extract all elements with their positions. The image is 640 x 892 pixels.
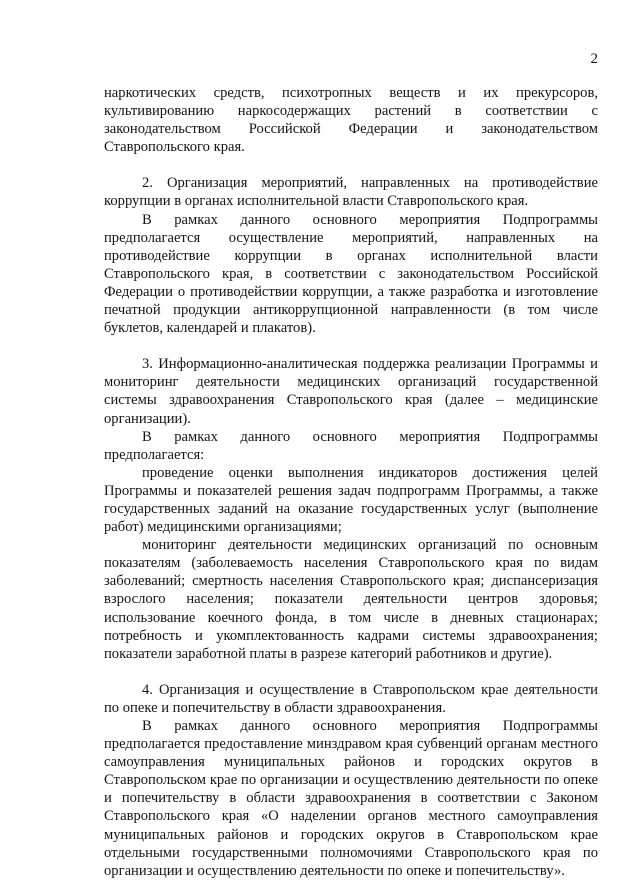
document-body <box>104 84 598 880</box>
paragraph-8: 4. Организация и осуществление в Ставропольском крае деятельности по опеке и попечительству в области здравоохранения. <box>104 681 598 716</box>
page-number: 2 <box>590 51 598 67</box>
paragraph-4: 3. Информационно-аналитическая поддержка реализации Программы и мониторинг деятельности медицинских организаций государственной системы здравоохранения Ставропольского края (далее – медицинские организации). <box>104 356 598 427</box>
paragraph-1: наркотических средств, психотропных веществ и их прекурсоров, культивированию наркосодержащих растений в соответствии с законодательством Российской Федерации и законодательством Ставропольского края. <box>104 85 598 156</box>
paragraph-2: 2. Организация мероприятий, направленных на противодействие коррупции в органах исполнительной власти Ставропольского края. <box>104 175 598 210</box>
paragraph-7: мониторинг деятельности медицинских организаций по основным показателям (заболеваемость населения Ставропольского края по видам заболеваний; смертность населения Ставропольского края; диспансеризация взрослого населения; показатели деятельности центров здоровья; использование коечного фонда, в том числе в дневных стационарах; потребность и укомплектованность кадрами системы здравоохранения; показатели заработной платы в разрезе категорий работников и другие). <box>104 537 598 662</box>
paragraph-3: В рамках данного основного мероприятия Подпрограммы предполагается осуществление мероприятий, направленных на противодействие коррупции в органах исполнительной власти Ставропольского края, в соответствии с законодательством Российской Федерации о противодействии коррупции, а также разработка и изготовление печатной продукции антикоррупционной направленности (в том числе буклетов, календарей и плакатов). <box>104 211 598 337</box>
paragraph-5: В рамках данного основного мероприятия Подпрограммы предполагается: <box>104 428 598 463</box>
paragraph-9: В рамках данного основного мероприятия Подпрограммы предполагается предоставление минздравом края субвенций органам местного самоуправления муниципальных районов и городских округов в Ставропольском крае по организации и осуществлению деятельности по опеке и попечительству в области здравоохранения в соответствии с Законом Ставропольского края «О наделении органов местного самоуправления муниципальных районов и городских округов в Ставропольском крае отдельными государственными полномочиями Ставропольского края по организации и осуществлению деятельности по опеке и попечительству». <box>104 718 598 879</box>
paragraph-6: проведение оценки выполнения индикаторов достижения целей Программы и показателей решения задач подпрограмм Программы, а также государственных заданий на оказание государственных услуг (выполнение работ) медицинскими организациями; <box>104 464 598 536</box>
